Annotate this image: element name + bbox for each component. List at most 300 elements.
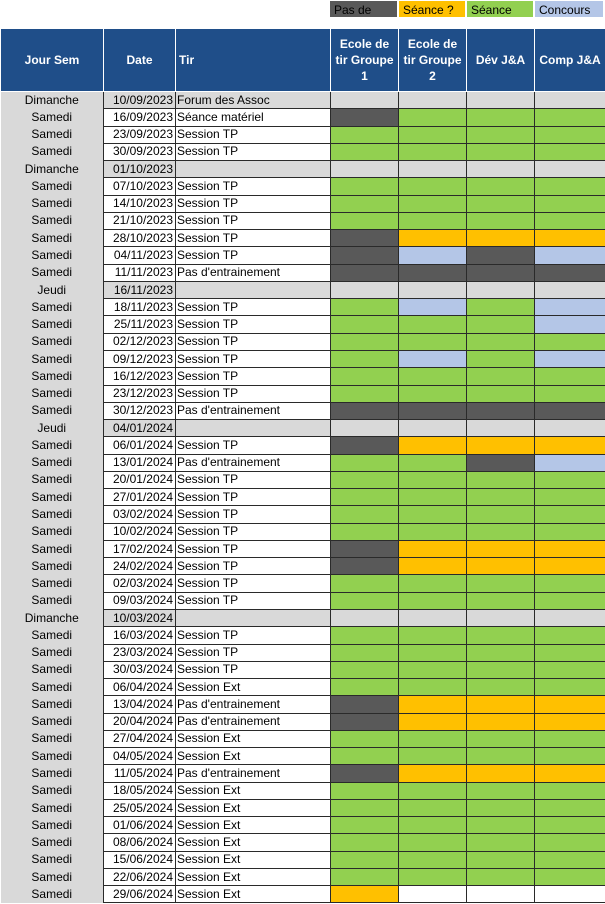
cell-status-g1[interactable] <box>331 195 399 212</box>
cell-status-g1[interactable] <box>331 627 399 644</box>
cell-status-comp[interactable] <box>535 644 605 661</box>
cell-tir[interactable]: Pas d'entrainement <box>176 713 331 730</box>
cell-jour[interactable]: Samedi <box>1 178 104 195</box>
cell-date[interactable]: 20/01/2024 <box>104 471 176 488</box>
cell-status-g1[interactable] <box>331 886 399 903</box>
cell-status-g1[interactable] <box>331 333 399 350</box>
cell-status-dev[interactable] <box>467 299 535 316</box>
cell-status-g2[interactable] <box>399 126 467 143</box>
cell-status-g1[interactable] <box>331 299 399 316</box>
cell-status-dev[interactable] <box>467 834 535 851</box>
cell-status-comp[interactable] <box>535 437 605 454</box>
cell-date[interactable]: 22/06/2024 <box>104 868 176 885</box>
cell-date[interactable]: 14/10/2023 <box>104 195 176 212</box>
cell-status-g1[interactable] <box>331 385 399 402</box>
cell-status-dev[interactable] <box>467 454 535 471</box>
cell-jour[interactable]: Samedi <box>1 523 104 540</box>
cell-status-g1[interactable] <box>331 471 399 488</box>
cell-date[interactable]: 20/04/2024 <box>104 713 176 730</box>
cell-jour[interactable]: Dimanche <box>1 161 104 178</box>
cell-status-comp[interactable] <box>535 385 605 402</box>
cell-status-dev[interactable] <box>467 109 535 126</box>
cell-status-comp[interactable] <box>535 230 605 247</box>
cell-status-g2[interactable] <box>399 799 467 816</box>
cell-tir[interactable]: Session TP <box>176 333 331 350</box>
cell-tir[interactable]: Pas d'entrainement <box>176 696 331 713</box>
cell-jour[interactable]: Samedi <box>1 696 104 713</box>
cell-date[interactable]: 11/11/2023 <box>104 264 176 281</box>
cell-status-g2[interactable] <box>399 765 467 782</box>
cell-tir[interactable]: Session TP <box>176 489 331 506</box>
cell-status-g1[interactable] <box>331 868 399 885</box>
cell-status-g2[interactable] <box>399 92 467 109</box>
cell-status-g1[interactable] <box>331 454 399 471</box>
cell-status-g2[interactable] <box>399 679 467 696</box>
cell-status-comp[interactable] <box>535 575 605 592</box>
cell-status-g1[interactable] <box>331 817 399 834</box>
cell-tir[interactable]: Session TP <box>176 247 331 264</box>
cell-status-comp[interactable] <box>535 817 605 834</box>
cell-date[interactable]: 25/05/2024 <box>104 799 176 816</box>
cell-tir[interactable]: Session Ext <box>176 834 331 851</box>
cell-status-g2[interactable] <box>399 316 467 333</box>
cell-status-g2[interactable] <box>399 489 467 506</box>
cell-status-dev[interactable] <box>467 264 535 281</box>
cell-status-g2[interactable] <box>399 471 467 488</box>
cell-status-g2[interactable] <box>399 523 467 540</box>
cell-date[interactable]: 01/06/2024 <box>104 817 176 834</box>
cell-date[interactable]: 09/03/2024 <box>104 592 176 609</box>
cell-status-g1[interactable] <box>331 713 399 730</box>
cell-date[interactable]: 21/10/2023 <box>104 212 176 229</box>
cell-status-dev[interactable] <box>467 126 535 143</box>
cell-tir[interactable]: Session Ext <box>176 799 331 816</box>
cell-date[interactable]: 28/10/2023 <box>104 230 176 247</box>
cell-tir[interactable]: Session TP <box>176 661 331 678</box>
cell-status-g2[interactable] <box>399 437 467 454</box>
cell-jour[interactable]: Dimanche <box>1 609 104 626</box>
cell-status-comp[interactable] <box>535 523 605 540</box>
cell-status-comp[interactable] <box>535 661 605 678</box>
cell-status-comp[interactable] <box>535 748 605 765</box>
cell-status-comp[interactable] <box>535 799 605 816</box>
cell-status-g2[interactable] <box>399 592 467 609</box>
cell-status-g2[interactable] <box>399 886 467 903</box>
cell-status-g1[interactable] <box>331 281 399 298</box>
cell-date[interactable]: 16/09/2023 <box>104 109 176 126</box>
cell-status-g2[interactable] <box>399 644 467 661</box>
cell-status-g1[interactable] <box>331 437 399 454</box>
cell-date[interactable]: 15/06/2024 <box>104 851 176 868</box>
cell-tir[interactable]: Pas d'entrainement <box>176 765 331 782</box>
cell-tir[interactable]: Session TP <box>176 523 331 540</box>
cell-tir[interactable]: Session TP <box>176 575 331 592</box>
cell-date[interactable]: 16/03/2024 <box>104 627 176 644</box>
cell-jour[interactable]: Samedi <box>1 195 104 212</box>
cell-tir[interactable]: Session Ext <box>176 748 331 765</box>
cell-status-g2[interactable] <box>399 368 467 385</box>
cell-date[interactable]: 04/11/2023 <box>104 247 176 264</box>
cell-status-dev[interactable] <box>467 886 535 903</box>
cell-status-comp[interactable] <box>535 696 605 713</box>
cell-status-g1[interactable] <box>331 402 399 419</box>
cell-jour[interactable]: Samedi <box>1 109 104 126</box>
cell-jour[interactable]: Samedi <box>1 782 104 799</box>
cell-jour[interactable]: Samedi <box>1 454 104 471</box>
cell-status-g2[interactable] <box>399 627 467 644</box>
cell-status-g1[interactable] <box>331 368 399 385</box>
cell-status-comp[interactable] <box>535 316 605 333</box>
cell-status-comp[interactable] <box>535 402 605 419</box>
cell-jour[interactable]: Samedi <box>1 748 104 765</box>
cell-status-dev[interactable] <box>467 713 535 730</box>
cell-tir[interactable]: Session TP <box>176 299 331 316</box>
cell-date[interactable]: 13/01/2024 <box>104 454 176 471</box>
cell-status-dev[interactable] <box>467 230 535 247</box>
cell-jour[interactable]: Samedi <box>1 316 104 333</box>
cell-status-g1[interactable] <box>331 230 399 247</box>
cell-status-g1[interactable] <box>331 523 399 540</box>
cell-tir[interactable]: Session TP <box>176 471 331 488</box>
cell-status-g2[interactable] <box>399 230 467 247</box>
cell-status-comp[interactable] <box>535 178 605 195</box>
cell-status-comp[interactable] <box>535 713 605 730</box>
cell-status-g1[interactable] <box>331 644 399 661</box>
cell-status-g1[interactable] <box>331 506 399 523</box>
cell-status-g2[interactable] <box>399 661 467 678</box>
cell-status-g1[interactable] <box>331 748 399 765</box>
cell-status-g1[interactable] <box>331 661 399 678</box>
cell-status-g1[interactable] <box>331 420 399 437</box>
cell-jour[interactable]: Samedi <box>1 230 104 247</box>
cell-tir[interactable]: Session Ext <box>176 782 331 799</box>
cell-tir[interactable]: Session TP <box>176 212 331 229</box>
cell-status-g1[interactable] <box>331 316 399 333</box>
cell-status-g2[interactable] <box>399 143 467 160</box>
cell-jour[interactable]: Jeudi <box>1 281 104 298</box>
cell-date[interactable]: 29/06/2024 <box>104 886 176 903</box>
cell-jour[interactable]: Samedi <box>1 886 104 903</box>
cell-date[interactable]: 10/09/2023 <box>104 92 176 109</box>
cell-status-comp[interactable] <box>535 299 605 316</box>
cell-status-dev[interactable] <box>467 368 535 385</box>
cell-status-g2[interactable] <box>399 730 467 747</box>
cell-status-comp[interactable] <box>535 506 605 523</box>
cell-status-g2[interactable] <box>399 109 467 126</box>
cell-status-dev[interactable] <box>467 281 535 298</box>
cell-date[interactable]: 06/04/2024 <box>104 679 176 696</box>
cell-status-dev[interactable] <box>467 575 535 592</box>
cell-jour[interactable]: Samedi <box>1 402 104 419</box>
cell-jour[interactable]: Samedi <box>1 851 104 868</box>
cell-status-g1[interactable] <box>331 575 399 592</box>
cell-status-dev[interactable] <box>467 748 535 765</box>
cell-status-g2[interactable] <box>399 178 467 195</box>
cell-jour[interactable]: Samedi <box>1 868 104 885</box>
cell-date[interactable]: 01/10/2023 <box>104 161 176 178</box>
cell-jour[interactable]: Samedi <box>1 834 104 851</box>
cell-jour[interactable]: Samedi <box>1 126 104 143</box>
cell-status-g1[interactable] <box>331 765 399 782</box>
cell-status-dev[interactable] <box>467 868 535 885</box>
cell-status-dev[interactable] <box>467 817 535 834</box>
cell-status-g2[interactable] <box>399 420 467 437</box>
cell-tir[interactable]: Pas d'entrainement <box>176 454 331 471</box>
cell-status-dev[interactable] <box>467 851 535 868</box>
cell-status-g1[interactable] <box>331 212 399 229</box>
cell-jour[interactable]: Samedi <box>1 730 104 747</box>
cell-date[interactable]: 23/12/2023 <box>104 385 176 402</box>
cell-status-g2[interactable] <box>399 748 467 765</box>
cell-status-g2[interactable] <box>399 575 467 592</box>
cell-status-comp[interactable] <box>535 454 605 471</box>
cell-status-g2[interactable] <box>399 264 467 281</box>
cell-status-g1[interactable] <box>331 782 399 799</box>
cell-tir[interactable]: Session Ext <box>176 679 331 696</box>
cell-jour[interactable]: Samedi <box>1 575 104 592</box>
cell-status-dev[interactable] <box>467 523 535 540</box>
cell-status-comp[interactable] <box>535 212 605 229</box>
cell-date[interactable]: 25/11/2023 <box>104 316 176 333</box>
cell-date[interactable]: 06/01/2024 <box>104 437 176 454</box>
cell-status-comp[interactable] <box>535 92 605 109</box>
cell-jour[interactable]: Samedi <box>1 333 104 350</box>
cell-status-comp[interactable] <box>535 868 605 885</box>
cell-jour[interactable]: Samedi <box>1 368 104 385</box>
cell-jour[interactable]: Samedi <box>1 592 104 609</box>
cell-status-g2[interactable] <box>399 385 467 402</box>
cell-status-comp[interactable] <box>535 489 605 506</box>
cell-status-dev[interactable] <box>467 195 535 212</box>
cell-date[interactable]: 02/03/2024 <box>104 575 176 592</box>
cell-date[interactable]: 16/11/2023 <box>104 281 176 298</box>
cell-status-dev[interactable] <box>467 161 535 178</box>
cell-status-g1[interactable] <box>331 592 399 609</box>
cell-status-g1[interactable] <box>331 679 399 696</box>
cell-status-g1[interactable] <box>331 489 399 506</box>
cell-date[interactable]: 10/03/2024 <box>104 609 176 626</box>
cell-status-comp[interactable] <box>535 109 605 126</box>
cell-status-dev[interactable] <box>467 592 535 609</box>
cell-status-g2[interactable] <box>399 782 467 799</box>
cell-status-g1[interactable] <box>331 851 399 868</box>
cell-date[interactable]: 17/02/2024 <box>104 540 176 557</box>
cell-date[interactable]: 30/12/2023 <box>104 402 176 419</box>
cell-tir[interactable]: Session TP <box>176 350 331 367</box>
cell-status-comp[interactable] <box>535 126 605 143</box>
cell-status-g2[interactable] <box>399 212 467 229</box>
cell-jour[interactable]: Samedi <box>1 264 104 281</box>
cell-tir[interactable]: Session TP <box>176 627 331 644</box>
cell-status-comp[interactable] <box>535 161 605 178</box>
cell-status-g1[interactable] <box>331 143 399 160</box>
cell-tir[interactable]: Séance matériel <box>176 109 331 126</box>
cell-status-g1[interactable] <box>331 264 399 281</box>
cell-date[interactable]: 18/05/2024 <box>104 782 176 799</box>
cell-status-g2[interactable] <box>399 868 467 885</box>
cell-status-dev[interactable] <box>467 437 535 454</box>
cell-status-g1[interactable] <box>331 92 399 109</box>
cell-status-g1[interactable] <box>331 126 399 143</box>
cell-date[interactable]: 03/02/2024 <box>104 506 176 523</box>
cell-status-comp[interactable] <box>535 540 605 557</box>
cell-jour[interactable]: Samedi <box>1 247 104 264</box>
cell-tir[interactable]: Pas d'entrainement <box>176 264 331 281</box>
cell-jour[interactable]: Samedi <box>1 437 104 454</box>
cell-status-comp[interactable] <box>535 627 605 644</box>
cell-tir[interactable]: Session TP <box>176 316 331 333</box>
cell-status-comp[interactable] <box>535 730 605 747</box>
cell-status-dev[interactable] <box>467 730 535 747</box>
cell-status-dev[interactable] <box>467 609 535 626</box>
cell-date[interactable]: 11/05/2024 <box>104 765 176 782</box>
cell-status-g2[interactable] <box>399 713 467 730</box>
cell-status-dev[interactable] <box>467 558 535 575</box>
cell-jour[interactable]: Samedi <box>1 558 104 575</box>
cell-status-comp[interactable] <box>535 886 605 903</box>
cell-date[interactable]: 27/04/2024 <box>104 730 176 747</box>
cell-status-g2[interactable] <box>399 281 467 298</box>
cell-jour[interactable]: Dimanche <box>1 92 104 109</box>
cell-tir[interactable]: Session TP <box>176 126 331 143</box>
cell-status-g2[interactable] <box>399 558 467 575</box>
cell-status-dev[interactable] <box>467 696 535 713</box>
cell-status-g1[interactable] <box>331 609 399 626</box>
cell-date[interactable]: 08/06/2024 <box>104 834 176 851</box>
cell-date[interactable]: 02/12/2023 <box>104 333 176 350</box>
cell-status-comp[interactable] <box>535 333 605 350</box>
cell-status-g2[interactable] <box>399 402 467 419</box>
cell-status-dev[interactable] <box>467 540 535 557</box>
cell-status-g1[interactable] <box>331 540 399 557</box>
cell-jour[interactable]: Samedi <box>1 350 104 367</box>
cell-status-comp[interactable] <box>535 471 605 488</box>
cell-tir[interactable]: Session TP <box>176 558 331 575</box>
cell-status-dev[interactable] <box>467 644 535 661</box>
cell-tir[interactable] <box>176 281 331 298</box>
cell-status-comp[interactable] <box>535 782 605 799</box>
cell-status-g2[interactable] <box>399 195 467 212</box>
cell-status-g2[interactable] <box>399 817 467 834</box>
cell-status-g1[interactable] <box>331 161 399 178</box>
cell-tir[interactable]: Session Ext <box>176 886 331 903</box>
cell-status-g1[interactable] <box>331 247 399 264</box>
cell-jour[interactable]: Samedi <box>1 385 104 402</box>
cell-status-g2[interactable] <box>399 834 467 851</box>
cell-tir[interactable] <box>176 420 331 437</box>
cell-status-g1[interactable] <box>331 178 399 195</box>
cell-tir[interactable]: Session TP <box>176 437 331 454</box>
cell-jour[interactable]: Samedi <box>1 471 104 488</box>
cell-date[interactable]: 07/10/2023 <box>104 178 176 195</box>
cell-jour[interactable]: Samedi <box>1 143 104 160</box>
cell-status-comp[interactable] <box>535 368 605 385</box>
cell-status-dev[interactable] <box>467 143 535 160</box>
cell-date[interactable]: 18/11/2023 <box>104 299 176 316</box>
cell-tir[interactable]: Session TP <box>176 540 331 557</box>
cell-date[interactable]: 30/09/2023 <box>104 143 176 160</box>
cell-status-dev[interactable] <box>467 350 535 367</box>
cell-tir[interactable]: Session TP <box>176 368 331 385</box>
cell-status-comp[interactable] <box>535 350 605 367</box>
cell-date[interactable]: 10/02/2024 <box>104 523 176 540</box>
cell-status-g2[interactable] <box>399 350 467 367</box>
cell-tir[interactable]: Session Ext <box>176 851 331 868</box>
cell-tir[interactable]: Session TP <box>176 506 331 523</box>
cell-status-g1[interactable] <box>331 799 399 816</box>
cell-status-comp[interactable] <box>535 765 605 782</box>
cell-tir[interactable]: Session Ext <box>176 868 331 885</box>
cell-status-g2[interactable] <box>399 454 467 471</box>
cell-status-g1[interactable] <box>331 730 399 747</box>
cell-jour[interactable]: Samedi <box>1 644 104 661</box>
cell-status-comp[interactable] <box>535 195 605 212</box>
cell-status-dev[interactable] <box>467 178 535 195</box>
cell-status-dev[interactable] <box>467 92 535 109</box>
cell-jour[interactable]: Jeudi <box>1 420 104 437</box>
cell-date[interactable]: 23/09/2023 <box>104 126 176 143</box>
cell-status-dev[interactable] <box>467 333 535 350</box>
cell-jour[interactable]: Samedi <box>1 765 104 782</box>
cell-status-dev[interactable] <box>467 212 535 229</box>
cell-tir[interactable]: Session Ext <box>176 817 331 834</box>
cell-status-g2[interactable] <box>399 540 467 557</box>
cell-date[interactable]: 13/04/2024 <box>104 696 176 713</box>
cell-tir[interactable]: Session TP <box>176 195 331 212</box>
cell-status-dev[interactable] <box>467 385 535 402</box>
cell-jour[interactable]: Samedi <box>1 679 104 696</box>
cell-status-g2[interactable] <box>399 609 467 626</box>
cell-status-dev[interactable] <box>467 489 535 506</box>
cell-tir[interactable]: Session TP <box>176 178 331 195</box>
cell-status-dev[interactable] <box>467 679 535 696</box>
cell-tir[interactable]: Session TP <box>176 143 331 160</box>
cell-date[interactable]: 04/05/2024 <box>104 748 176 765</box>
cell-tir[interactable]: Session Ext <box>176 730 331 747</box>
cell-status-g2[interactable] <box>399 161 467 178</box>
cell-status-g2[interactable] <box>399 333 467 350</box>
cell-status-g1[interactable] <box>331 834 399 851</box>
cell-status-g1[interactable] <box>331 350 399 367</box>
cell-status-dev[interactable] <box>467 627 535 644</box>
cell-status-dev[interactable] <box>467 420 535 437</box>
cell-status-comp[interactable] <box>535 679 605 696</box>
cell-status-g1[interactable] <box>331 558 399 575</box>
cell-status-comp[interactable] <box>535 851 605 868</box>
cell-jour[interactable]: Samedi <box>1 506 104 523</box>
cell-status-g2[interactable] <box>399 506 467 523</box>
cell-status-dev[interactable] <box>467 316 535 333</box>
cell-date[interactable]: 30/03/2024 <box>104 661 176 678</box>
cell-status-comp[interactable] <box>535 592 605 609</box>
cell-date[interactable]: 09/12/2023 <box>104 350 176 367</box>
cell-jour[interactable]: Samedi <box>1 299 104 316</box>
cell-status-dev[interactable] <box>467 506 535 523</box>
cell-tir[interactable]: Forum des Assoc <box>176 92 331 109</box>
cell-status-comp[interactable] <box>535 247 605 264</box>
cell-status-dev[interactable] <box>467 402 535 419</box>
cell-status-comp[interactable] <box>535 420 605 437</box>
cell-status-comp[interactable] <box>535 609 605 626</box>
cell-jour[interactable]: Samedi <box>1 713 104 730</box>
cell-jour[interactable]: Samedi <box>1 661 104 678</box>
cell-status-g2[interactable] <box>399 696 467 713</box>
cell-status-g2[interactable] <box>399 299 467 316</box>
cell-status-comp[interactable] <box>535 558 605 575</box>
cell-date[interactable]: 24/02/2024 <box>104 558 176 575</box>
cell-status-dev[interactable] <box>467 471 535 488</box>
cell-status-g1[interactable] <box>331 109 399 126</box>
